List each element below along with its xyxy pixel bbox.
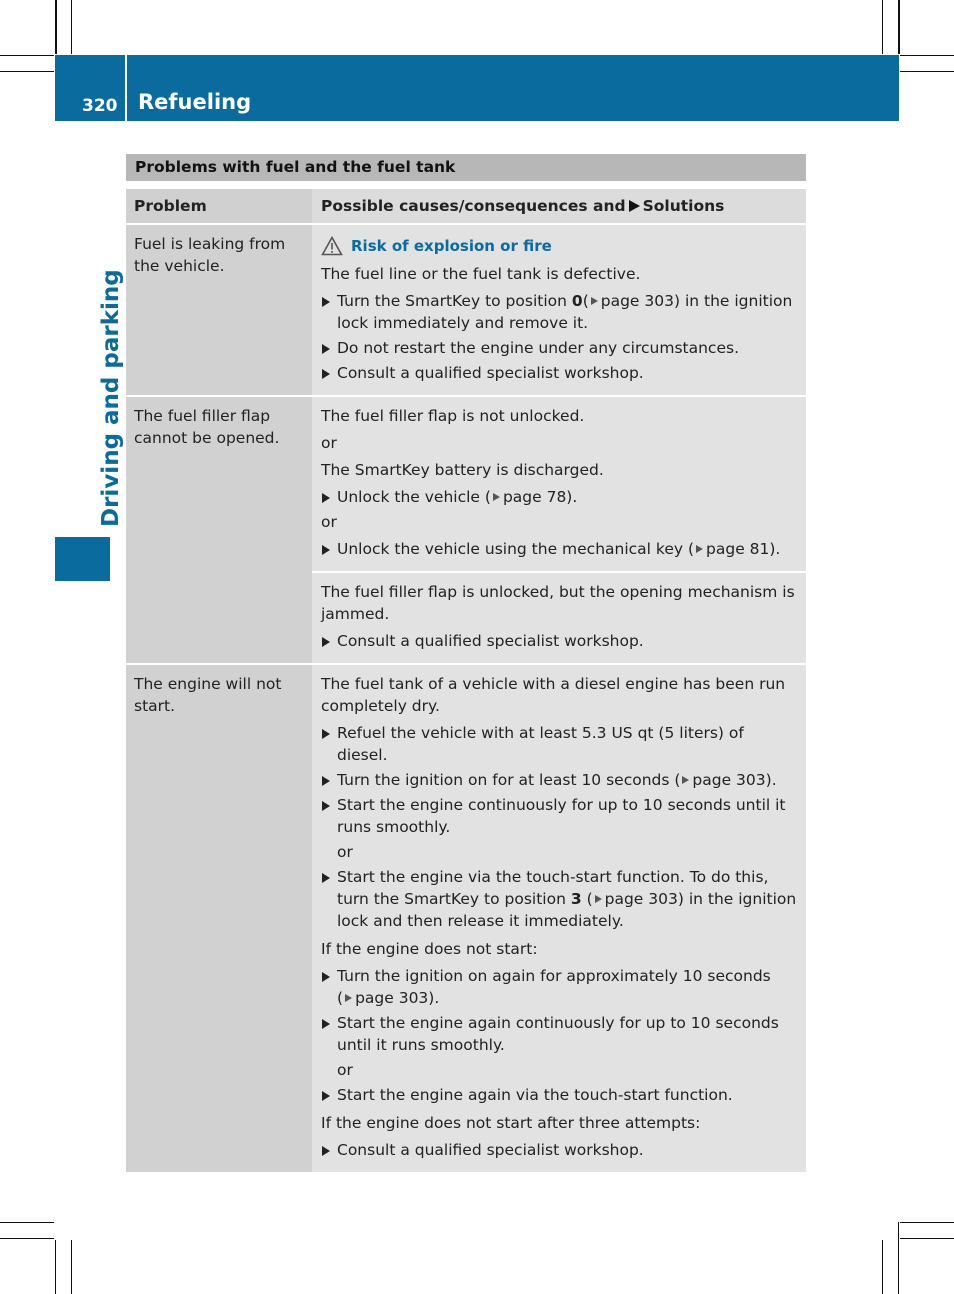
page-ref-icon [345,994,352,1002]
solution-step: Turn the ignition on for at least 10 seconds ( page 303). [321,769,798,791]
table-row [126,397,806,663]
solution-cell [312,573,806,663]
or-text: or [321,434,337,452]
solution-step: Consult a qualified specialist workshop. [321,1139,798,1161]
warning-notice [321,235,798,257]
cause-text: The SmartKey battery is discharged. [321,461,604,479]
solution-step: Turn the SmartKey to position 0( page 303) in the ignition lock immediately and remove it. [321,290,798,334]
or-text: or [321,513,337,531]
step-arrow-icon [322,297,330,307]
solution-step: Refuel the vehicle with at least 5.3 US qt (5 liters) of diesel. [321,722,798,766]
warning-triangle-icon [321,236,343,256]
solution-cell [312,665,806,1172]
page-number: 320 [82,96,118,116]
crop-mark [0,55,54,56]
crop-mark [900,71,954,72]
solution-step: Unlock the vehicle using the mechanical key ( page 81). [321,538,798,560]
table-row [126,225,806,395]
step-arrow-icon [322,369,330,379]
cause-text: The fuel filler flap is unlocked, but the opening mechanism is jammed. [321,583,795,623]
page-ref-icon [591,297,598,305]
warning-text: Risk of explosion or fire [351,237,552,255]
column-header-problem: Problem [126,189,312,223]
solution-arrow-icon [629,200,640,212]
solution-step: Start the engine again continuously for up to 10 seconds until it runs smoothly. [321,1012,798,1056]
column-header-solutions-label: Solutions [642,197,725,215]
solution-step: Start the engine via the touch-start function. To do this, turn the SmartKey to position 3 ( page 303) in the ignition lock and then release it immediately. [321,866,798,932]
solution-step: Turn the ignition on again for approximately 10 seconds ( page 303). [321,965,798,1009]
table-header-row [126,189,806,223]
solution-step: Start the engine again via the touch-start function. [321,1084,798,1106]
crop-mark [900,1222,954,1223]
crop-mark [55,0,57,54]
header-divider [125,55,127,121]
cause-text: The fuel filler flap is not unlocked. [321,407,585,425]
step-arrow-icon [322,545,330,555]
solution-step: Start the engine continuously for up to 10 seconds until it runs smoothly. [321,794,798,838]
crop-mark [71,1240,72,1294]
page-ref-icon [493,493,500,501]
step-arrow-icon [322,801,330,811]
step-arrow-icon [322,873,330,883]
table-row [126,665,806,1172]
crop-mark [55,1240,56,1294]
step-arrow-icon [322,1091,330,1101]
crop-mark [898,0,900,54]
side-tab-label: Driving and parking [98,269,124,527]
step-arrow-icon [322,776,330,786]
step-arrow-icon [322,1146,330,1156]
condition-text: If the engine does not start: [321,940,538,958]
column-header-solutions [312,189,806,223]
crop-mark [882,0,883,54]
problem-cell: The fuel filler flap cannot be opened. [126,397,312,663]
crop-mark [900,55,954,56]
section-title: Refueling [138,90,252,114]
problem-cell: Fuel is leaking from the vehicle. [126,225,312,395]
solution-step: Consult a qualified specialist workshop. [321,362,798,384]
solution-step: Do not restart the engine under any circumstances. [321,337,798,359]
page-ref-icon [696,545,703,553]
step-arrow-icon [322,637,330,647]
crop-mark [898,1222,899,1294]
step-arrow-icon [322,344,330,354]
solution-cell [312,397,806,571]
table-title: Problems with fuel and the fuel tank [126,154,806,181]
crop-mark [0,1238,54,1239]
step-arrow-icon [322,493,330,503]
page-ref-icon [595,895,602,903]
cause-text: The fuel tank of a vehicle with a diesel engine has been run completely dry. [321,675,786,715]
condition-text: If the engine does not start after three attempts: [321,1114,701,1132]
step-arrow-icon [322,1019,330,1029]
solution-step: Consult a qualified specialist workshop. [321,630,798,652]
column-header-solutions-text: Possible causes/consequences and [321,197,626,215]
solution-step: Unlock the vehicle ( page 78). [321,486,798,508]
crop-mark [71,0,72,54]
crop-mark [882,1240,883,1294]
or-text: or [337,843,353,861]
cause-text: The fuel line or the fuel tank is defective. [321,265,641,283]
problem-cell: The engine will not start. [126,665,312,1172]
side-tab-marker [55,537,110,581]
crop-mark [0,1222,54,1223]
or-text: or [337,1061,353,1079]
crop-mark [0,71,54,72]
solution-cell [312,225,806,395]
step-arrow-icon [322,972,330,982]
fuel-problems-table [126,154,806,1172]
crop-mark [900,1238,954,1239]
page-ref-icon [682,776,689,784]
step-arrow-icon [322,729,330,739]
